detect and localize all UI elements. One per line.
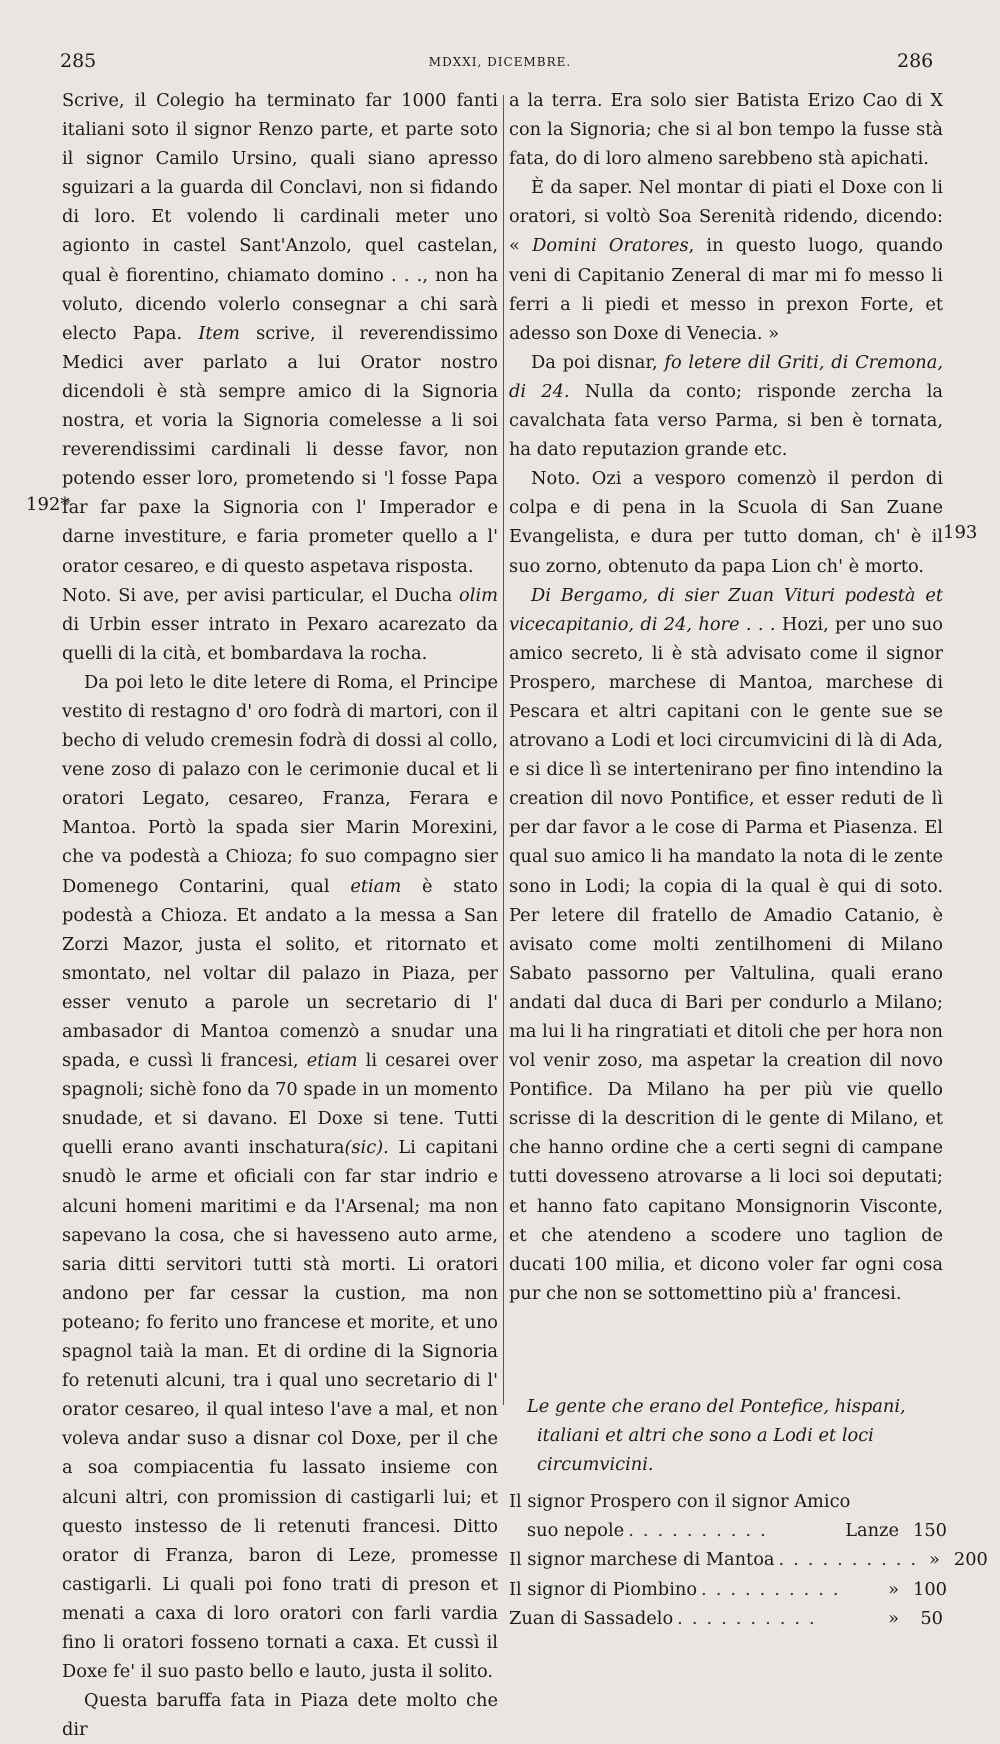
paragraph: Da poi leto le dite letere di Roma, el Principe vestito di restagno d' oro fodrà di martori, con il becho di veludo cremesin fodrà di dossi al collo, vene zoso di palazo con le cerimonie ducal et li oratori Legato, cesareo, Franza, Ferara e Mantoa. Portò la spada sier Marin Morexini, che va podestà a Chioza; fo suo compagno sier Domenego Contarini, qual etiam è stato podestà a Chioza. Et andato a la messa a San Zorzi Mazor, justa el solito, et ritornato et smontato, nel voltar dil palazo in Piaza, per esser venuto a parole un secretario di l' ambasador di Mantoa comenzò a snudar una spada, e cussì li francesi, etiam li cesarei over spagnoli; sichè fono da 70 spade in un momento snudade, et si davano. El Doxe si tene. Tutti quelli erano avanti inschatura(sic). Li capitani snudò le arme et oficiali con far star indrio e alcuni homeni maritimi e da l'Arsenal; ma non sapevano la cosa, che si havesseno auto arme, saria ditti servitori tutti stà morti. Li oratori andono per far cessar la custion, ma non poteano; fo ferito uno francese et morite, et uno spagnol taià la man. Et di ordine di la Signoria fo retenuti alcuni, tra i qual uno secretario di l' orator cesareo, il qual inteso l'ave a mal, et non voleva andar suso a disnar col Doxe, per il che a soa compiacentia fu lassato insieme con alcuni altri, con promission di castigarli lui; et questo instesso de li retenuti francesi. Ditto orator di Franza, baron di Leze, promesse castigarli. Li quali poi fono trati di preson et menati a caxa di loro oratori con farli vardia fino li oratori fosseno tornati a caxa. Et cussì il Doxe fe' il suo pasto bello e lauto, justa il solito. (62, 671, 498, 1683)
table-row (509, 1516, 947, 1545)
running-head: MDXXI, DICEMBRE. (428, 55, 572, 69)
troops-table (509, 1487, 988, 1632)
leader-dots: .......... (628, 1520, 775, 1542)
table-cell-value: 100 (913, 1578, 947, 1600)
table-cell-value: 150 (913, 1520, 947, 1542)
paragraph: Da poi disnar, fo letere dil Griti, di Cremona, di 24. Nulla da conto; risponde zercha la cavalchata fata verso Parma, si ben è tornata, ha dato reputazion grande etc. (509, 351, 943, 461)
paragraph: Scrive, il Colegio ha terminato far 1000 fanti italiani soto il signor Renzo parte, et parte soto il signor Camilo Ursino, quali siano apresso sguizari a la guarda dil Conclavi, non si fidando di loro. Et volendo li cardinali meter uno agionto in castel Sant'Anzolo, quel castelan, qual è fiorentino, chiamato domino . . ., non ha voluto, dicendo volerlo consegnar a chi sarà electo Papa. Item scrive, il reverendissimo Medici aver parlato a lui Orator nostro dicendoli è stà sempre amico di la Signoria nostra, et voria la Signoria comelesse a li soi reverendissimi cardinali li desse favor, non potendo esser loro, prometendo si 'l fosse Papa far far paxe la Signoria con l' Imperador e darne investiture, e faria prometer quello a l' orator cesareo, e di questo aspetava risposta. (62, 90, 498, 577)
table-cell-name: Il signor Prospero con il signor Amico (509, 1491, 851, 1513)
margin-number-left: 192* (26, 494, 70, 515)
table-cell-name: Il signor marchese di Mantoa (509, 1549, 775, 1571)
table-cell-name: suo nepole (527, 1520, 625, 1542)
left-column (62, 86, 498, 1744)
paragraph: a la terra. Era solo sier Batista Erizo Cao di X con la Signoria; che si al bon tempo la fusse stà fata, do di loro almeno sarebbeno stà apichati. (509, 90, 943, 170)
table-row (509, 1604, 943, 1633)
margin-number-right: 193 (943, 522, 978, 543)
table-cell-unit: Lanze (845, 1520, 899, 1542)
table-cell-unit: » (888, 1578, 899, 1600)
table-cell-name: Il signor di Piombino (509, 1578, 698, 1600)
leader-dots: .......... (677, 1607, 824, 1629)
table-cell-name: Zuan di Sassadelo (509, 1607, 674, 1629)
page-number-right: 286 (897, 50, 934, 72)
column-divider (503, 95, 504, 1405)
paragraph: È da saper. Nel montar di piati el Doxe con li oratori, si voltò Soa Serenità ridendo, dicendo: « Domini Oratores, in questo luogo, quando veni di Capitanio Zeneral di mar mi fo messo li ferri a li piedi et messo in prexon Forte, et adesso son Doxe di Venecia. » (509, 177, 943, 344)
section-heading: Le gente che erano del Pontefice, hispani, italiani et altri che sono a Lodi et loci circumvicini. (527, 1395, 906, 1476)
paragraph: Noto. Ozi a vesporo comenzò il perdon di colpa e di pena in la Scuola di San Zuane Evangelista, e dura per tutto doman, ch' è il suo zorno, obtenuto da papa Lion ch' è morto. (509, 468, 943, 577)
paragraph: Questa baruffa fata in Piaza dete molto che dir (62, 1690, 498, 1741)
paragraph: Di Bergamo, di sier Zuan Vituri podestà et vicecapitanio, di 24, hore . . . Hozi, per uno suo amico secreto, li è stà advisato come il signor Prospero, marchese di Mantoa, marchese di Pescara et altri capitani con le gente sue se atrovano a Lodi et loci circumvicini di là di Ada, e si dice lì se intertenirano per fino intendino la creation dil novo Pontifice, et esser reduti de lì per dar favor a le cose di Parma et Piasenza. El qual suo amico li ha mandato la nota di le zente sono in Lodi; la copia di la qual è qui di soto. Per letere dil fratello de Amadio Catanio, è avisato come molti zentilhomeni di Milano Sabato passorno per Valtulina, quali erano andati dal duca di Bari per condurlo a Milano; ma lui li ha ringratiati et ditoli che per hora non vol venir zoso, ma aspetar la creation dil novo Pontifice. Da Milano ha per più vie quello scrisse di la descrition di le gente di Milano, et che hanno ordine che a certi segni di campane tutti dovesseno atrovarse a li loci soi deputati; et hanno fato capitano Monsignorin Visconte, et che atendeno a scodere uno taglion de ducati 100 milia, et dicono voler far ogni cosa pur che non se sottomettino più a' francesi. (509, 584, 943, 1304)
table-cell-value: 200 (953, 1549, 988, 1571)
table-row (509, 1545, 988, 1574)
leader-dots: .......... (701, 1578, 848, 1600)
page-number-left: 285 (60, 50, 97, 72)
paragraph: Noto. Si ave, per avisi particular, el Ducha olim di Urbin esser intrato in Pexaro acarezato da quelli di la cità, et bombardava la rocha. (62, 584, 498, 664)
table-cell-value: 50 (920, 1607, 943, 1629)
table-cell-unit: » (929, 1549, 940, 1571)
table-cell-unit: » (888, 1607, 899, 1629)
table-row (509, 1575, 947, 1604)
table-row (509, 1487, 943, 1516)
leader-dots: .......... (778, 1549, 926, 1571)
